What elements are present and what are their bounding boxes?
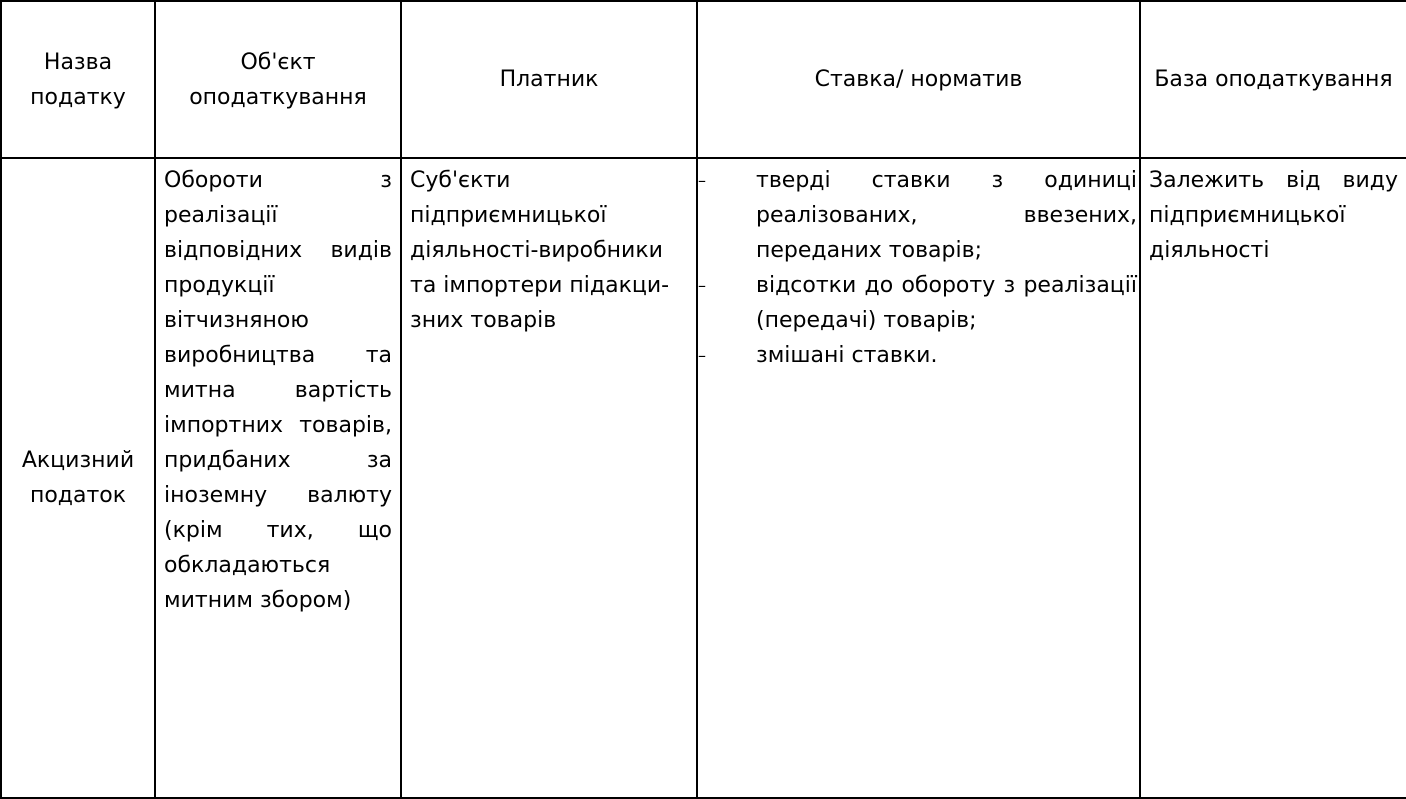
rate-item-text: відсотки до обороту з реалізації (передачі) товарів; (756, 273, 1137, 333)
rate-item (698, 163, 1137, 268)
header-rate: Ставка/ норматив (697, 1, 1140, 158)
header-row (1, 1, 1406, 158)
rate-item (698, 268, 1137, 338)
dash-bullet: – (698, 171, 706, 190)
header-payer: Платник (401, 1, 697, 158)
dash-bullet: – (698, 276, 706, 295)
cell-payer: Суб'єкти підприємницької діяльності-виробники та імпортери підакци-зних товарів (401, 158, 697, 798)
cell-tax-base: Залежить від виду підприємницької діяльності (1140, 158, 1406, 798)
cell-tax-name: Акцизний податок (1, 158, 155, 798)
rate-item-text: тверді ставки з одиниці реалізованих, ввезених, переданих товарів; (756, 168, 1137, 263)
header-tax-base: База оподаткування (1140, 1, 1406, 158)
header-tax-name: Назва податку (1, 1, 155, 158)
rate-item (698, 338, 1137, 373)
table-row (1, 158, 1406, 798)
dash-bullet: – (698, 346, 706, 365)
cell-tax-object: Обороти з реалізації відповідних видів продукції вітчизняною виробництва та митна вартість імпортних товарів, придбаних за іноземну валюту (крім тих, що обкладаються митним збором) (155, 158, 401, 798)
rate-item-text: змішані ставки. (756, 343, 938, 368)
rate-list (698, 159, 1139, 373)
header-tax-object: Об'єкт оподаткування (155, 1, 401, 158)
cell-rate (697, 158, 1140, 798)
